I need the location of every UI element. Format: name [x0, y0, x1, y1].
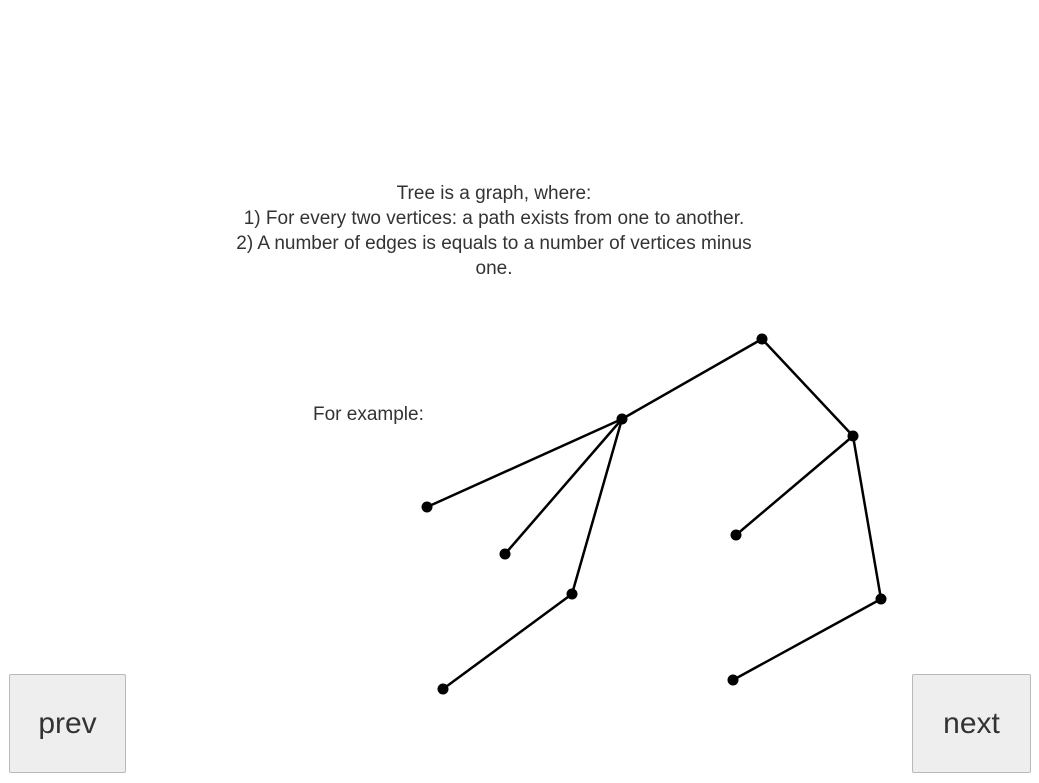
definition-rule-2: 2) A number of edges is equals to a number of vertices minus	[236, 233, 752, 254]
tree-vertex	[500, 549, 511, 560]
next-button[interactable]: next	[912, 674, 1031, 773]
tree-edge	[733, 599, 881, 680]
tree-vertex	[728, 675, 739, 686]
definition-rule-1: 1) For every two vertices: a path exists from one to another.	[243, 208, 745, 229]
tree-edge	[505, 419, 622, 554]
tree-edge	[427, 419, 622, 507]
tree-vertex	[876, 594, 887, 605]
tree-edge	[622, 339, 762, 419]
tree-edge	[443, 594, 572, 689]
tree-vertex	[848, 431, 859, 442]
tree-vertex	[438, 684, 449, 695]
tree-vertex	[731, 530, 742, 541]
tree-vertex	[422, 502, 433, 513]
definition-rule-2-continued: one.	[475, 258, 513, 279]
tree-edge	[736, 436, 853, 535]
tree-edge	[762, 339, 853, 436]
definition-title: Tree is a graph, where:	[396, 183, 592, 204]
tree-edge	[853, 436, 881, 599]
example-label: For example:	[313, 404, 424, 425]
prev-button[interactable]: prev	[9, 674, 126, 773]
tree-vertex	[567, 589, 578, 600]
tree-edge	[572, 419, 622, 594]
tree-vertex	[617, 414, 628, 425]
tree-vertex	[757, 334, 768, 345]
